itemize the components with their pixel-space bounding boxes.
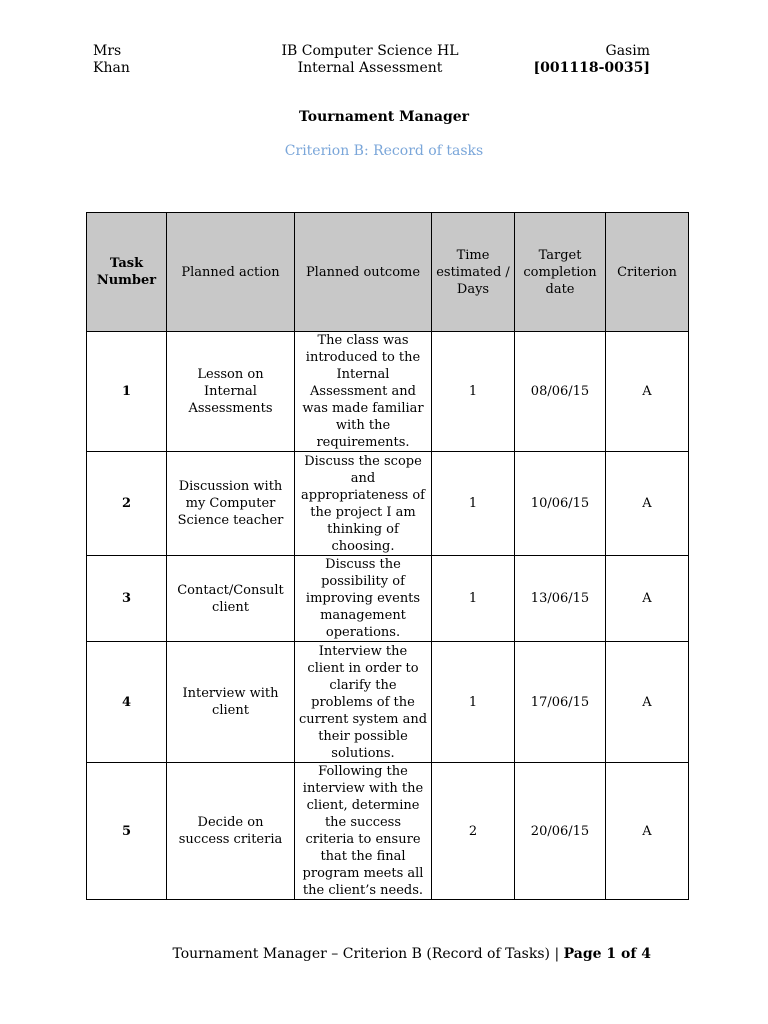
planned-action-cell: Lesson on Internal Assessments xyxy=(167,332,295,452)
page-footer xyxy=(172,946,651,962)
planned-outcome-cell: Following the interview with the client, determine the success criteria to ensure that the final program meets all the client’s needs. xyxy=(295,763,432,900)
column-header-time-estimated: Time estimated / Days xyxy=(432,213,515,332)
table-header-row xyxy=(87,213,689,332)
task-number-cell: 4 xyxy=(87,642,167,763)
time-estimated-cell: 1 xyxy=(432,642,515,763)
column-header-planned-action: Planned action xyxy=(167,213,295,332)
header-course-line1: IB Computer Science HL xyxy=(281,43,459,59)
header-candidate-name: Gasim xyxy=(605,43,650,59)
criterion-cell: A xyxy=(606,332,689,452)
table-row xyxy=(87,642,689,763)
table-row xyxy=(87,452,689,556)
column-header-target-date: Target completion date xyxy=(515,213,606,332)
criterion-cell: A xyxy=(606,642,689,763)
header-candidate xyxy=(534,43,650,77)
header-teacher-line2: Khan xyxy=(93,60,130,76)
target-date-cell: 08/06/15 xyxy=(515,332,606,452)
target-date-cell: 20/06/15 xyxy=(515,763,606,900)
planned-outcome-cell: Discuss the scope and appropriateness of the project I am thinking of choosing. xyxy=(295,452,432,556)
column-header-criterion: Criterion xyxy=(606,213,689,332)
table-row xyxy=(87,763,689,900)
footer-page-number: Page 1 of 4 xyxy=(563,946,651,962)
header-teacher xyxy=(93,43,130,77)
planned-action-cell: Decide on success criteria xyxy=(167,763,295,900)
document-title: Tournament Manager xyxy=(298,109,470,125)
target-date-cell: 10/06/15 xyxy=(515,452,606,556)
task-number-cell: 2 xyxy=(87,452,167,556)
header-candidate-number: [001118-0035] xyxy=(533,60,650,76)
footer-text: Tournament Manager – Criterion B (Record of Tasks) | xyxy=(172,946,564,962)
target-date-cell: 13/06/15 xyxy=(515,556,606,642)
planned-action-cell: Discussion with my Computer Science teacher xyxy=(167,452,295,556)
planned-action-cell: Interview with client xyxy=(167,642,295,763)
time-estimated-cell: 1 xyxy=(432,452,515,556)
column-header-task-number: Task Number xyxy=(87,213,167,332)
header-course xyxy=(250,43,490,77)
criterion-cell: A xyxy=(606,452,689,556)
planned-action-cell: Contact/Consult client xyxy=(167,556,295,642)
task-number-cell: 5 xyxy=(87,763,167,900)
criterion-cell: A xyxy=(606,763,689,900)
criterion-cell: A xyxy=(606,556,689,642)
task-number-cell: 3 xyxy=(87,556,167,642)
time-estimated-cell: 2 xyxy=(432,763,515,900)
record-of-tasks-table xyxy=(86,212,689,900)
column-header-planned-outcome: Planned outcome xyxy=(295,213,432,332)
target-date-cell: 17/06/15 xyxy=(515,642,606,763)
planned-outcome-cell: The class was introduced to the Internal Assessment and was made familiar with the requirements. xyxy=(295,332,432,452)
time-estimated-cell: 1 xyxy=(432,332,515,452)
header-course-line2: Internal Assessment xyxy=(297,60,443,76)
document-subtitle: Criterion B: Record of tasks xyxy=(284,143,484,159)
time-estimated-cell: 1 xyxy=(432,556,515,642)
header-teacher-line1: Mrs xyxy=(93,43,122,59)
table-row xyxy=(87,556,689,642)
table-row xyxy=(87,332,689,452)
planned-outcome-cell: Interview the client in order to clarify the problems of the current system and their possible solutions. xyxy=(295,642,432,763)
task-number-cell: 1 xyxy=(87,332,167,452)
planned-outcome-cell: Discuss the possibility of improving events management operations. xyxy=(295,556,432,642)
